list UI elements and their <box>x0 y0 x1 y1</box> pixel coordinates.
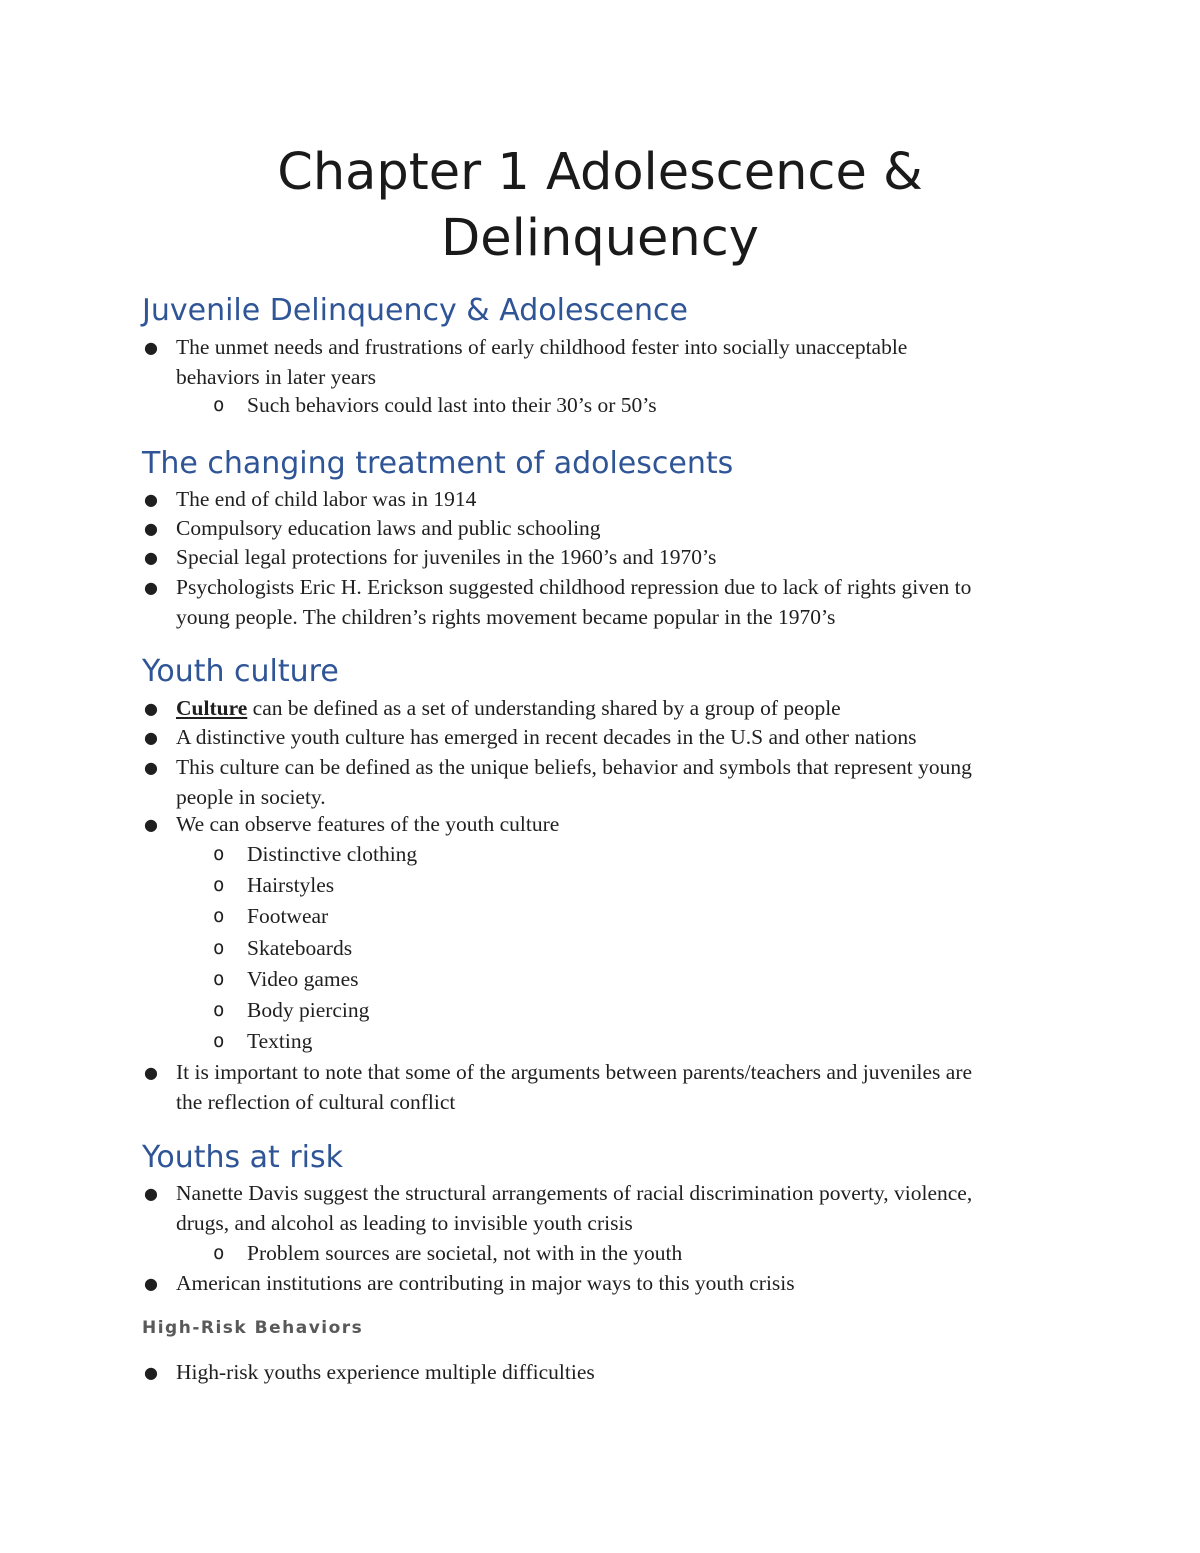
list-item-text: It is important to note that some of the arguments between parents/teachers and juveniles are <box>176 1060 973 1084</box>
bullet-icon: ● <box>144 815 158 834</box>
bullet-icon: ● <box>144 728 158 747</box>
list-item-text-cont: behaviors in later years <box>176 364 376 389</box>
sub-list-item-text: Problem sources are societal, not with in the youth <box>247 1241 683 1265</box>
culture-term: Culture <box>176 696 248 720</box>
sub-bullet-icon: o <box>213 1242 225 1264</box>
sub-list-item <box>213 1027 1067 1057</box>
bullet-icon: ● <box>144 758 158 777</box>
sub-bullet-icon: o <box>213 937 225 959</box>
bullet-icon: ● <box>144 578 158 597</box>
list-item-text: Compulsory education laws and public schooling <box>176 516 601 540</box>
sub-list-item <box>213 871 1067 901</box>
list-item-text: Psychologists Eric H. Erickson suggested childhood repression due to lack of rights given to <box>176 575 972 599</box>
bullet-icon: ● <box>144 1274 158 1293</box>
list-item <box>144 1358 1066 1388</box>
heading-youths-at-risk: Youths at risk <box>142 1140 344 1175</box>
list-item <box>144 543 1066 573</box>
list-item <box>144 333 1066 392</box>
list-item <box>144 514 1066 544</box>
heading-changing-treatment: The changing treatment of adolescents <box>142 446 734 481</box>
list-item <box>144 485 1066 515</box>
heading-juvenile-delinquency: Juvenile Delinquency & Adolescence <box>142 293 688 328</box>
sub-bullet-icon: o <box>213 843 225 865</box>
title-line-2: Delinquency <box>441 209 759 268</box>
sub-list-item <box>213 996 1067 1026</box>
list-item <box>144 573 1066 632</box>
sub-list-item-text: Texting <box>247 1029 313 1053</box>
list-item-text: Special legal protections for juveniles in the 1960’s and 1970’s <box>176 545 717 569</box>
bullet-icon: ● <box>144 519 158 538</box>
list-item <box>144 1179 1066 1238</box>
list-item-text-cont: people in society. <box>176 784 326 809</box>
bullet-icon: ● <box>144 338 158 357</box>
sub-list-item-text: Such behaviors could last into their 30’s or 50’s <box>247 393 657 417</box>
sub-list-item <box>213 840 1067 870</box>
list-item-text: can be defined as a set of understanding shared by a group of people <box>247 696 841 720</box>
list-item-text: The end of child labor was in 1914 <box>176 487 477 511</box>
sub-bullet-icon: o <box>213 905 225 927</box>
sub-list-item-text: Body piercing <box>247 998 370 1022</box>
document-title <box>0 140 1200 272</box>
list-item <box>144 1058 1066 1117</box>
list-item-text: American institutions are contributing in major ways to this youth crisis <box>176 1271 795 1295</box>
sub-list-item-text: Footwear <box>247 904 329 928</box>
sub-list-item <box>213 391 1067 421</box>
list-item-text-cont: drugs, and alcohol as leading to invisible youth crisis <box>176 1210 633 1235</box>
title-line-1: Chapter 1 Adolescence & <box>277 143 923 202</box>
bullet-icon: ● <box>144 1184 158 1203</box>
sub-list-item <box>213 934 1067 964</box>
sub-list-item-text: Distinctive clothing <box>247 842 418 866</box>
list-item <box>144 723 1066 753</box>
bullet-icon: ● <box>144 699 158 718</box>
list-item <box>144 810 1066 840</box>
list-item <box>144 1269 1066 1299</box>
list-item <box>144 753 1066 812</box>
sub-bullet-icon: o <box>213 999 225 1021</box>
list-item <box>144 694 1066 724</box>
list-item-text: Nanette Davis suggest the structural arrangements of racial discrimination poverty, violence, <box>176 1181 973 1205</box>
sub-bullet-icon: o <box>213 968 225 990</box>
list-item-text: We can observe features of the youth culture <box>176 812 560 836</box>
heading-youth-culture: Youth culture <box>142 654 339 689</box>
bullet-icon: ● <box>144 1063 158 1082</box>
bullet-icon: ● <box>144 548 158 567</box>
list-item-text: A distinctive youth culture has emerged in recent decades in the U.S and other nations <box>176 725 917 749</box>
list-item-text: High-risk youths experience multiple difficulties <box>176 1360 595 1384</box>
list-item-text: This culture can be defined as the unique beliefs, behavior and symbols that represent young <box>176 755 972 779</box>
sub-bullet-icon: o <box>213 1030 225 1052</box>
sub-bullet-icon: o <box>213 394 225 416</box>
list-item-text: The unmet needs and frustrations of early childhood fester into socially unacceptable <box>176 335 908 359</box>
bullet-icon: ● <box>144 1363 158 1382</box>
sub-list-item-text: Skateboards <box>247 936 353 960</box>
sub-list-item <box>213 1239 1067 1269</box>
bullet-icon: ● <box>144 490 158 509</box>
list-item-text-cont: the reflection of cultural conflict <box>176 1089 456 1114</box>
sub-list-item-text: Video games <box>247 967 359 991</box>
heading-high-risk-behaviors: High-Risk Behaviors <box>142 1318 364 1338</box>
sub-list-item <box>213 902 1067 932</box>
sub-list-item <box>213 965 1067 995</box>
sub-bullet-icon: o <box>213 874 225 896</box>
sub-list-item-text: Hairstyles <box>247 873 335 897</box>
list-item-text-cont: young people. The children’s rights movement became popular in the 1970’s <box>176 604 836 629</box>
